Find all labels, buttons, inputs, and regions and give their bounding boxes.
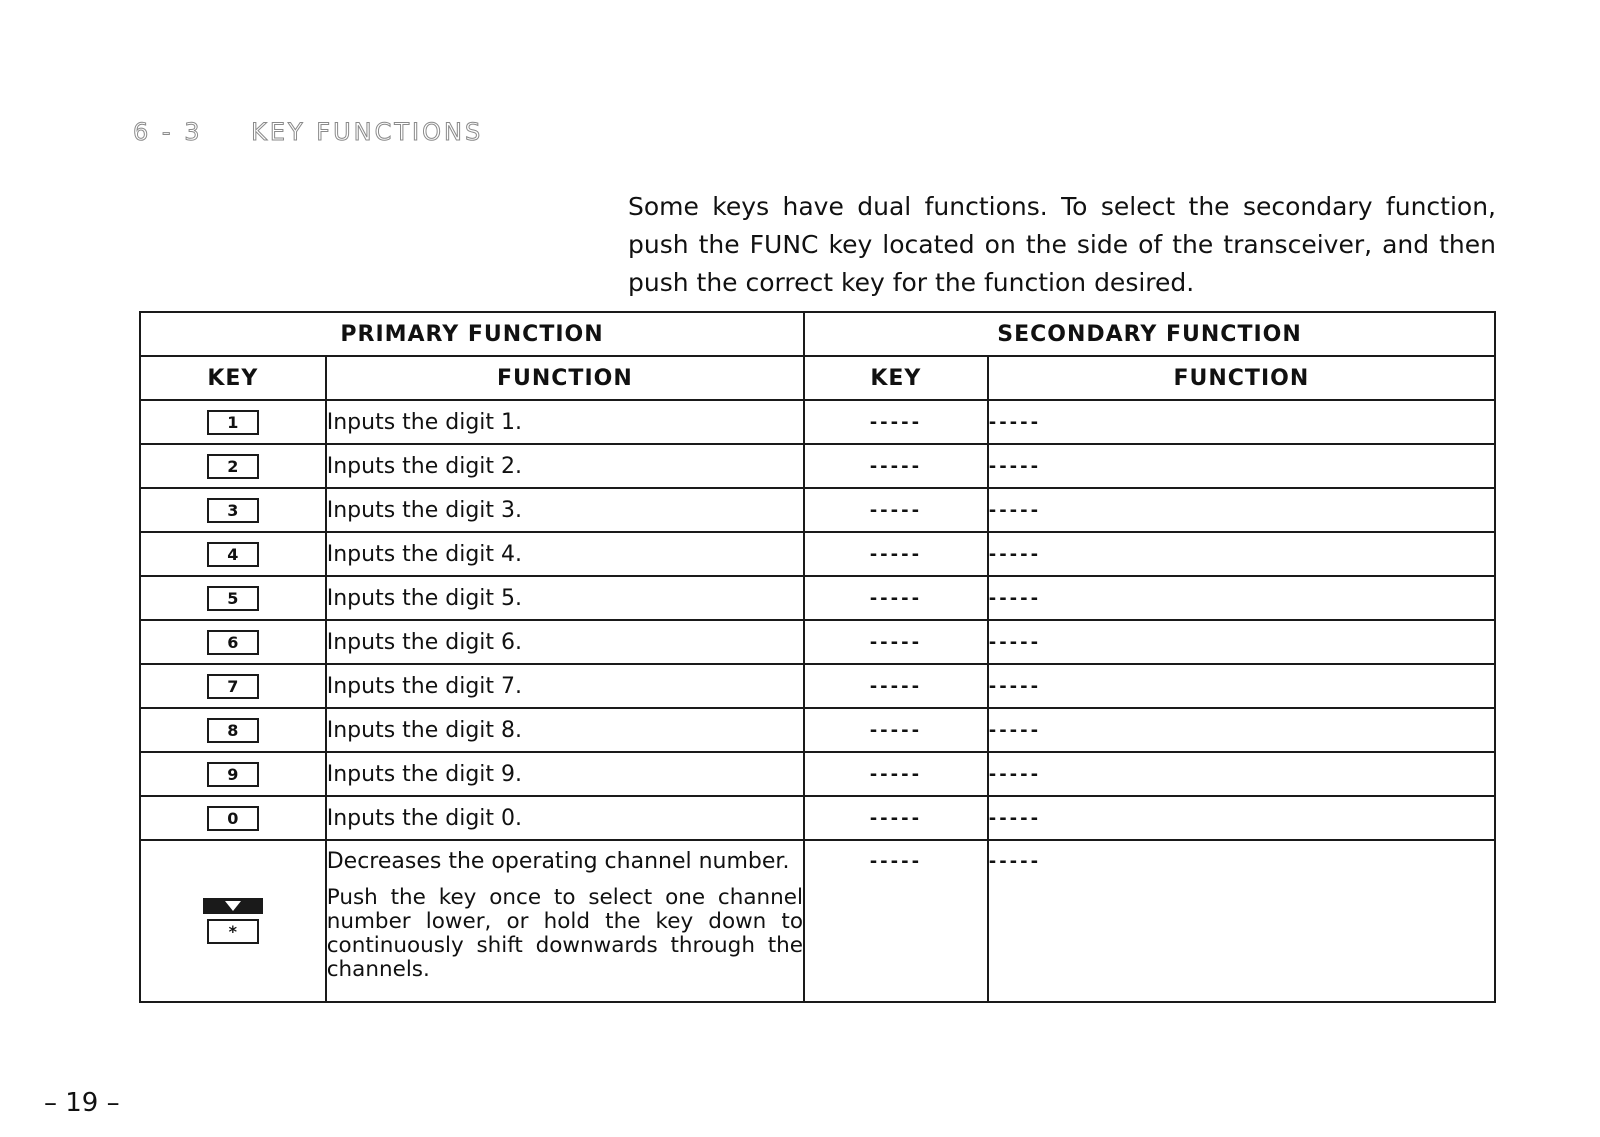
key-functions-table <box>139 311 1496 1003</box>
page-number: – 19 – <box>44 1088 120 1118</box>
table-row <box>140 400 1495 444</box>
secondary-function-cell: ----- <box>988 488 1495 532</box>
function-detail: Push the key once to select one channel number lower, or hold the key down to continuously shift downwards through the channels. <box>326 885 804 982</box>
key-8-icon: 8 <box>207 718 259 743</box>
key-cell <box>140 532 326 576</box>
key-2-icon: 2 <box>207 454 259 479</box>
secondary-key-cell: ----- <box>804 532 988 576</box>
secondary-function-cell: ----- <box>988 708 1495 752</box>
group-header-row <box>140 312 1495 356</box>
key-column-header: KEY <box>140 356 326 400</box>
function-cell: Inputs the digit 7. <box>326 664 804 708</box>
secondary-key-cell: ----- <box>804 620 988 664</box>
table-row <box>140 576 1495 620</box>
column-header-row <box>140 356 1495 400</box>
secondary-key-cell: ----- <box>804 664 988 708</box>
function-cell: Inputs the digit 3. <box>326 488 804 532</box>
table-row <box>140 840 1495 1002</box>
function-cell: Inputs the digit 2. <box>326 444 804 488</box>
key-3-icon: 3 <box>207 498 259 523</box>
secondary-function-cell: ----- <box>988 840 1495 1002</box>
function-cell: Inputs the digit 1. <box>326 400 804 444</box>
secondary-function-cell: ----- <box>988 444 1495 488</box>
secondary-key-cell: ----- <box>804 400 988 444</box>
secondary-function-cell: ----- <box>988 532 1495 576</box>
secondary-function-cell: ----- <box>988 664 1495 708</box>
secondary-key-cell: ----- <box>804 796 988 840</box>
key-cell <box>140 444 326 488</box>
function-cell: Inputs the digit 5. <box>326 576 804 620</box>
secondary-key-cell: ----- <box>804 708 988 752</box>
key-cell <box>140 488 326 532</box>
table-row <box>140 444 1495 488</box>
section-heading <box>133 118 483 146</box>
key-0-icon: 0 <box>207 806 259 831</box>
secondary-function-cell: ----- <box>988 752 1495 796</box>
function-cell <box>326 840 804 1002</box>
secondary-key-cell: ----- <box>804 488 988 532</box>
key-cell <box>140 664 326 708</box>
section-title: KEY FUNCTIONS <box>251 118 484 146</box>
function-cell: Inputs the digit 6. <box>326 620 804 664</box>
function-cell: Inputs the digit 8. <box>326 708 804 752</box>
key-5-icon: 5 <box>207 586 259 611</box>
secondary-function-cell: ----- <box>988 796 1495 840</box>
secondary-function-cell: ----- <box>988 620 1495 664</box>
key-4-icon: 4 <box>207 542 259 567</box>
table-row <box>140 752 1495 796</box>
intro-paragraph: Some keys have dual functions. To select the secondary function, push the FUNC key located on the side of the transceiver, and then push the correct key for the function desired. <box>628 192 1496 297</box>
function-cell: Inputs the digit 9. <box>326 752 804 796</box>
key-cell <box>140 796 326 840</box>
secondary-key-cell: ----- <box>804 752 988 796</box>
down-arrow-key-icon <box>203 898 263 914</box>
section-number: 6 - 3 <box>133 118 203 146</box>
function-cell: Inputs the digit 0. <box>326 796 804 840</box>
secondary-key-column-header: KEY <box>804 356 988 400</box>
table-row <box>140 620 1495 664</box>
table-row <box>140 664 1495 708</box>
secondary-function-column-header: FUNCTION <box>988 356 1495 400</box>
secondary-function-cell: ----- <box>988 400 1495 444</box>
table-row <box>140 796 1495 840</box>
function-cell: Inputs the digit 4. <box>326 532 804 576</box>
key-cell <box>140 708 326 752</box>
key-cell <box>140 752 326 796</box>
secondary-key-cell: ----- <box>804 576 988 620</box>
table-row <box>140 708 1495 752</box>
secondary-key-cell: ----- <box>804 444 988 488</box>
key-cell <box>140 620 326 664</box>
key-cell <box>140 576 326 620</box>
key-cell <box>140 400 326 444</box>
key-cell <box>140 840 326 1002</box>
key-1-icon: 1 <box>207 410 259 435</box>
secondary-function-header: SECONDARY FUNCTION <box>804 312 1495 356</box>
key-9-icon: 9 <box>207 762 259 787</box>
table-row <box>140 488 1495 532</box>
secondary-key-cell: ----- <box>804 840 988 1002</box>
key-6-icon: 6 <box>207 630 259 655</box>
primary-function-header: PRIMARY FUNCTION <box>140 312 804 356</box>
asterisk-key-icon: * <box>207 919 259 944</box>
key-7-icon: 7 <box>207 674 259 699</box>
table-row <box>140 532 1495 576</box>
function-summary: Decreases the operating channel number. <box>326 849 790 874</box>
function-column-header: FUNCTION <box>326 356 804 400</box>
secondary-function-cell: ----- <box>988 576 1495 620</box>
